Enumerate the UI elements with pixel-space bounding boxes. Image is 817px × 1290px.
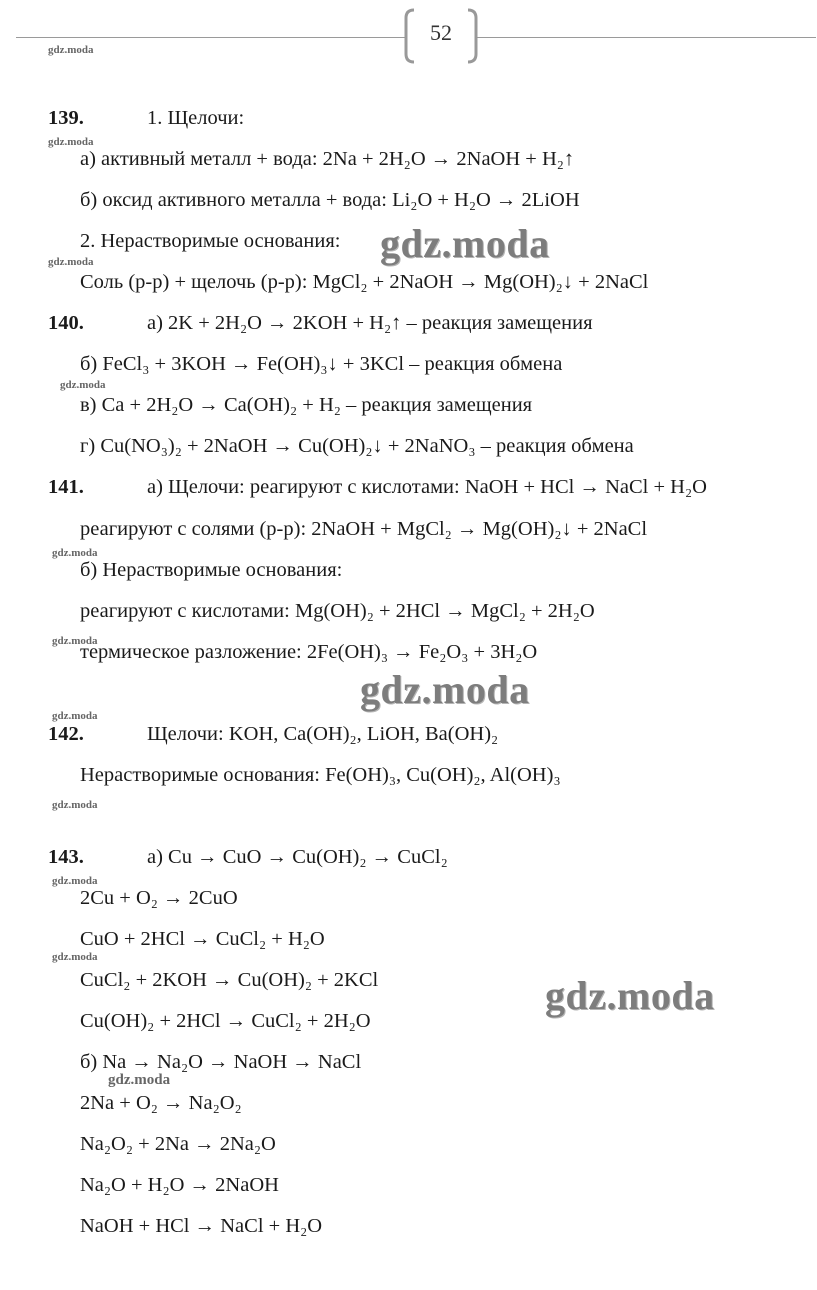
- watermark: gdz.moda: [48, 44, 94, 56]
- watermark: gdz.moda: [60, 379, 106, 391]
- p140-line: а) 2K + 2H₂O → 2KOH + H₂↑ – реакция замещения: [147, 312, 593, 334]
- p142-line: Щелочи: KOH, Ca(OH)₂, LiOH, Ba(OH)₂: [147, 723, 499, 745]
- watermark: gdz.moda: [48, 256, 94, 268]
- watermark: gdz.moda: [52, 951, 98, 963]
- problem-number-141: 141.: [48, 476, 84, 498]
- page-number-bracket: [404, 8, 478, 64]
- p140-line: г) Cu(NO₃)₂ + 2NaOH → Cu(OH)₂↓ + 2NaNO₃ – реакция обмена: [80, 435, 634, 457]
- problem-number-142: 142.: [48, 723, 84, 745]
- p139-line: 1. Щелочи:: [147, 107, 245, 129]
- p143-line: 2Cu + O₂ → 2CuO: [80, 887, 238, 909]
- p141-line: реагируют с солями (р-р): 2NaOH + MgCl₂ → Mg(OH)₂↓ + 2NaCl: [80, 518, 648, 540]
- header-rule-right: [476, 37, 816, 38]
- p143-line: а) Cu → CuO → Cu(OH)₂ → CuCl₂: [147, 846, 448, 868]
- watermark-large: gdz.moda: [360, 667, 530, 712]
- p143-line: NaOH + HCl → NaCl + H₂O: [80, 1215, 323, 1237]
- p139-line: а) активный металл + вода: 2Na + 2H₂O → 2NaOH + H₂↑: [80, 148, 575, 170]
- p141-line: а) Щелочи: реагируют с кислотами: NaOH + HCl → NaCl + H₂O: [147, 476, 707, 498]
- p143-line: 2Na + O₂ → Na₂O₂: [80, 1092, 242, 1114]
- p143-line: CuCl₂ + 2KOH → Cu(OH)₂ + 2KCl: [80, 969, 379, 991]
- page-number: 52: [430, 20, 452, 45]
- watermark: gdz.moda: [108, 1072, 171, 1088]
- watermark: gdz.moda: [48, 136, 94, 148]
- p139-line: Соль (р-р) + щелочь (р-р): MgCl₂ + 2NaOH → Mg(OH)₂↓ + 2NaCl: [80, 271, 649, 293]
- problem-number-139: 139.: [48, 107, 84, 129]
- p143-line: Cu(OH)₂ + 2HCl → CuCl₂ + 2H₂O: [80, 1010, 371, 1032]
- p139-line: б) оксид активного металла + вода: Li₂O + H₂O → 2LiOH: [80, 189, 580, 211]
- p143-line: б) Na → Na₂O → NaOH → NaCl: [80, 1051, 362, 1073]
- watermark: gdz.moda: [52, 875, 98, 887]
- p143-line: Na₂O₂ + 2Na → 2Na₂O: [80, 1133, 276, 1155]
- header-rule-left: [16, 37, 406, 38]
- watermark-large: gdz.moda: [380, 221, 550, 266]
- p141-line: термическое разложение: 2Fe(OH)₃ → Fe₂O₃ + 3H₂O: [80, 641, 538, 663]
- watermark: gdz.moda: [52, 710, 98, 722]
- p142-line: Нерастворимые основания: Fe(OH)₃, Cu(OH)₂, Al(OH)₃: [80, 764, 561, 786]
- p141-line: реагируют с кислотами: Mg(OH)₂ + 2HCl → MgCl₂ + 2H₂O: [80, 600, 595, 622]
- problem-number-140: 140.: [48, 312, 84, 334]
- p143-line: CuO + 2HCl → CuCl₂ + H₂O: [80, 928, 325, 950]
- problem-number-143: 143.: [48, 846, 84, 868]
- watermark-large: gdz.moda: [545, 973, 715, 1018]
- p139-line: 2. Нерастворимые основания:: [80, 230, 341, 252]
- p141-line: б) Нерастворимые основания:: [80, 559, 343, 581]
- p140-line: в) Ca + 2H₂O → Ca(OH)₂ + H₂ – реакция замещения: [80, 394, 533, 416]
- watermark: gdz.moda: [52, 799, 98, 811]
- p140-line: б) FeCl₃ + 3KOH → Fe(OH)₃↓ + 3KCl – реакция обмена: [80, 353, 563, 375]
- watermark: gdz.moda: [52, 635, 98, 647]
- p143-line: Na₂O + H₂O → 2NaOH: [80, 1174, 279, 1196]
- watermark: gdz.moda: [52, 547, 98, 559]
